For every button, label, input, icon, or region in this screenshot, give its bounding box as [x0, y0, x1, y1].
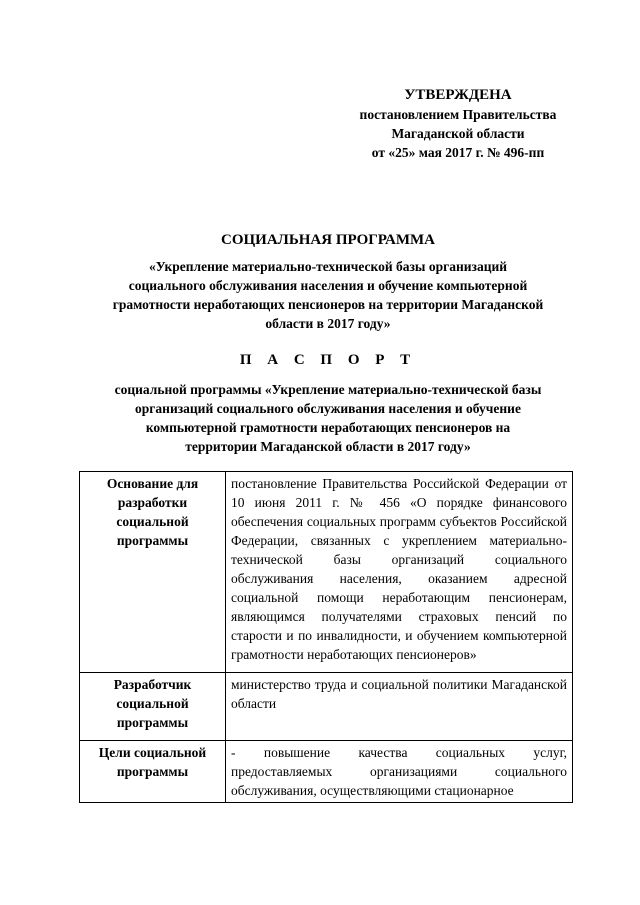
table-row	[80, 472, 573, 673]
row-value: министерство труда и социальной политики Магаданской области	[226, 673, 573, 741]
passport-table	[79, 471, 573, 803]
table-row	[80, 741, 573, 803]
passport-subtitle-line: компьютерной грамотности неработающих пенсионеров на	[145, 420, 511, 435]
approval-stamp	[330, 86, 586, 162]
passport-subtitle	[80, 380, 576, 456]
row-value: - повышение качества социальных услуг, предоставляемых организациями социального обслуживания, осуществляющими стационарное	[226, 741, 573, 803]
row-key: Основание для разработки социальной программы	[80, 472, 226, 673]
table-row	[80, 673, 573, 741]
program-name	[80, 257, 576, 333]
program-name-line: социального обслуживания населения и обучение компьютерной	[128, 278, 528, 293]
program-heading: СОЦИАЛЬНАЯ ПРОГРАММА	[220, 232, 436, 248]
passport-subtitle-line: территории Магаданской области в 2017 году»	[185, 439, 471, 454]
approval-line: постановлением Правительства	[359, 107, 557, 122]
row-value: постановление Правительства Российской Федерации от 10 июня 2011 г. № 456 «О порядке финансового обеспечения социальных программ субъектов Российской Федерации, связанных с укреплением материально-технической базы организаций социального обслуживания населения, оказанием адресной социальной помощи неработающим пенсионерам, являющимся получателями страховых пенсий по старости и по инвалидности, и обучением компьютерной грамотности неработающих пенсионеров»	[226, 472, 573, 673]
approval-title: УТВЕРЖДЕНА	[404, 87, 512, 103]
row-key: Разработчик социальной программы	[80, 673, 226, 741]
program-name-line: области в 2017 году»	[265, 316, 391, 331]
passport-subtitle-line: организаций социального обслуживания населения и обучение	[135, 401, 521, 416]
program-name-line: «Укрепление материально-технической базы организаций	[148, 259, 508, 274]
program-name-line: грамотности неработающих пенсионеров на территории Магаданской	[112, 297, 544, 312]
row-key: Цели социальной программы	[80, 741, 226, 803]
passport-heading: П А С П О Р Т	[239, 352, 417, 368]
approval-date: от «25» мая 2017 г. № 496-пп	[371, 145, 545, 160]
passport-subtitle-line: социальной программы «Укрепление материально-технической базы	[114, 382, 542, 397]
approval-line: Магаданской области	[391, 126, 525, 141]
